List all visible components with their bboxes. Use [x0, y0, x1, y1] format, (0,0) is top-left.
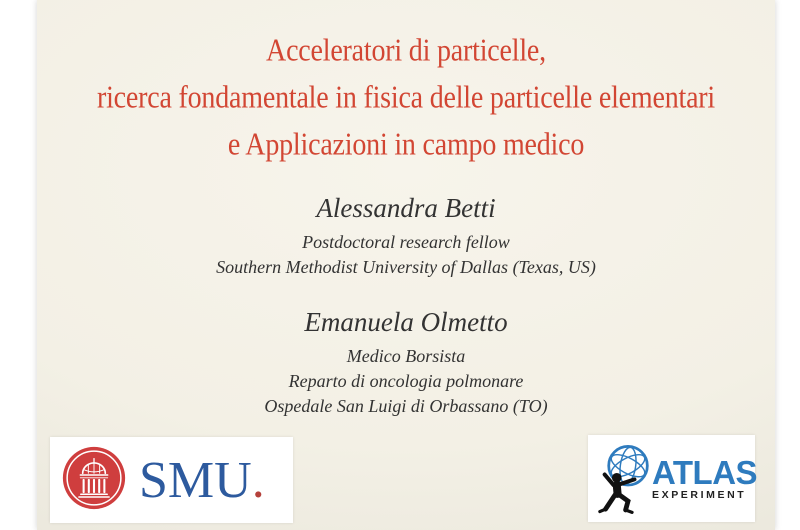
- atlas-wordmark-group: [652, 454, 758, 501]
- atlas-wordmark: ATLAS: [652, 454, 758, 491]
- atlas-logo: [588, 435, 758, 522]
- speaker-name: Alessandra Betti: [316, 193, 496, 223]
- smu-wordmark: [139, 452, 265, 509]
- speaker-hospital: Ospedale San Luigi di Orbassano (TO): [264, 396, 548, 416]
- slide-title-line-2: ricerca fondamentale in fisica delle particelle elementari: [96, 80, 716, 116]
- atlas-subtitle: EXPERIMENT: [652, 489, 747, 501]
- smu-wordmark-period: .: [251, 452, 265, 509]
- speaker-block-emanuela-olmetto: [37, 306, 775, 419]
- speaker-block-alessandra-betti: [37, 192, 775, 280]
- atlas-figure-icon: [594, 444, 654, 523]
- slide-title: [37, 28, 775, 169]
- smu-wordmark-text: SMU: [139, 452, 252, 509]
- speaker-role: Medico Borsista: [346, 346, 466, 366]
- speaker-role: Postdoctoral research fellow: [302, 232, 510, 252]
- smu-seal-icon: [61, 445, 127, 516]
- slide-title-line-3: e Applicazioni in campo medico: [227, 127, 585, 163]
- speaker-affiliation: Southern Methodist University of Dallas (Texas, US): [216, 257, 596, 277]
- slide-title-line-1: Acceleratori di particelle,: [266, 33, 546, 69]
- speaker-department: Reparto di oncologia polmonare: [288, 371, 524, 391]
- presentation-slide: [37, 0, 775, 530]
- smu-logo: [50, 437, 293, 523]
- speaker-name: Emanuela Olmetto: [304, 307, 508, 337]
